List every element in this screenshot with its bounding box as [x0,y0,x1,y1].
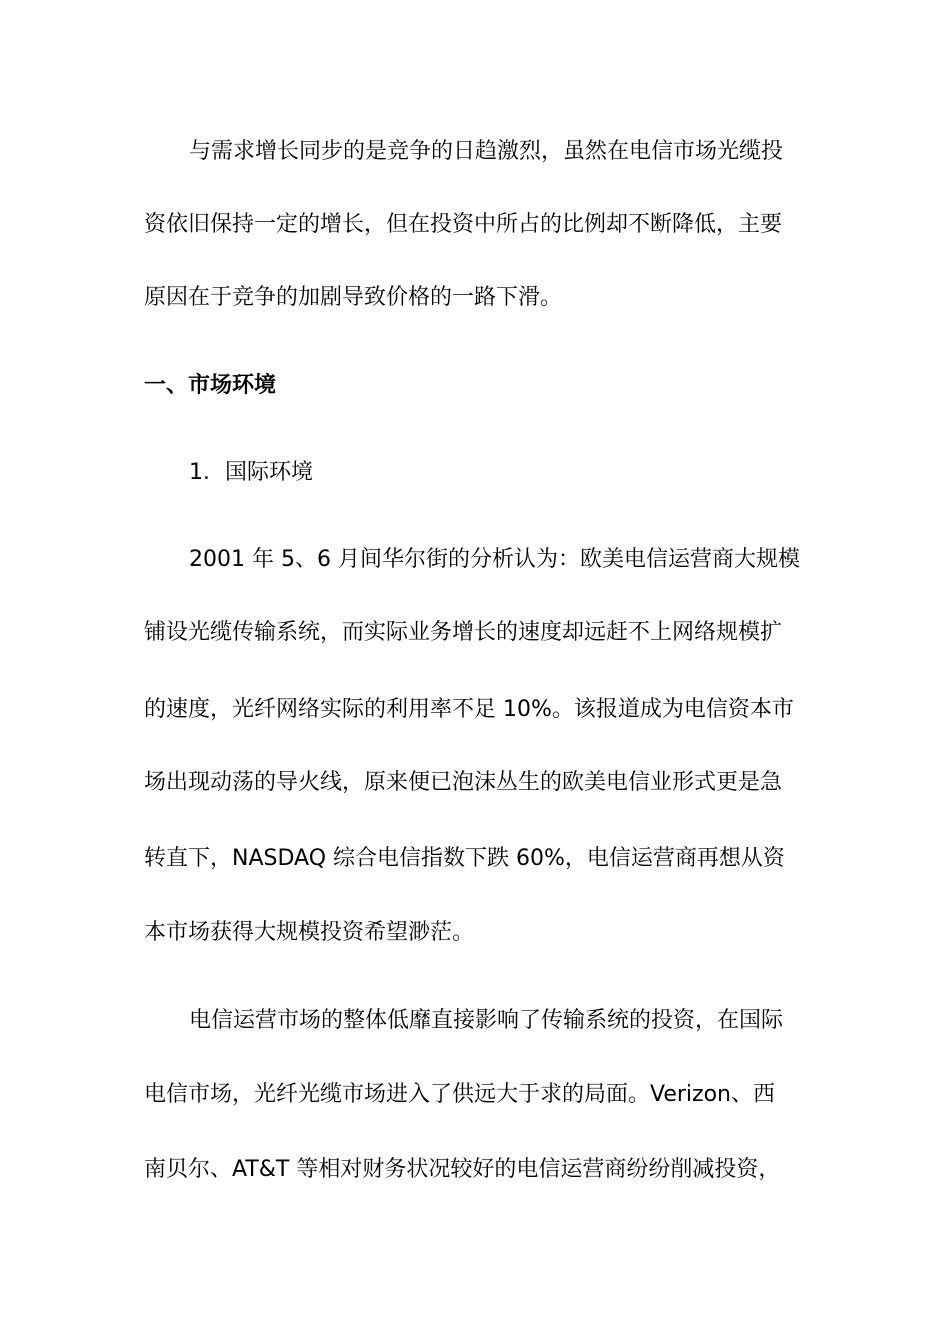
paragraph-2-line-1: 2001 年 5、6 月间华尔街的分析认为：欧美电信运营商大规模 [189,547,800,572]
paragraph-1-line-2: 资依旧保持一定的增长，但在投资中所占的比例却不断降低，主要 [144,212,783,237]
paragraph-2-line-3: 的速度，光纤网络实际的利用率不足 10%。该报道成为电信资本市 [144,697,794,722]
paragraph-3-line-2: 电信市场，光纤光缆市场进入了供远大于求的局面。Verizon、西 [144,1082,775,1107]
paragraph-1-line-1: 与需求增长同步的是竞争的日趋激烈，虽然在电信市场光缆投 [189,139,784,164]
paragraph-2-line-5: 转直下，NASDAQ 综合电信指数下跌 60%，电信运营商再想从资 [144,846,785,871]
paragraph-3-line-1: 电信运营市场的整体低靡直接影响了传输系统的投资，在国际 [189,1008,784,1033]
paragraph-2-line-2: 铺设光缆传输系统，而实际业务增长的速度却远赶不上网络规模扩 [144,620,783,645]
paragraph-2-line-4: 场出现动荡的导火线，原来便已泡沫丛生的欧美电信业形式更是急 [144,770,783,795]
paragraph-1-line-3: 原因在于竞争的加剧导致价格的一路下滑。 [144,285,563,310]
paragraph-2-line-6: 本市场获得大规模投资希望渺茫。 [144,920,475,945]
section-heading: 一、市场环境 [144,373,277,398]
subsection-heading: 1．国际环境 [189,460,313,485]
paragraph-3-line-3: 南贝尔、AT&T 等相对财务状况较好的电信运营商纷纷削减投资， [144,1157,781,1182]
